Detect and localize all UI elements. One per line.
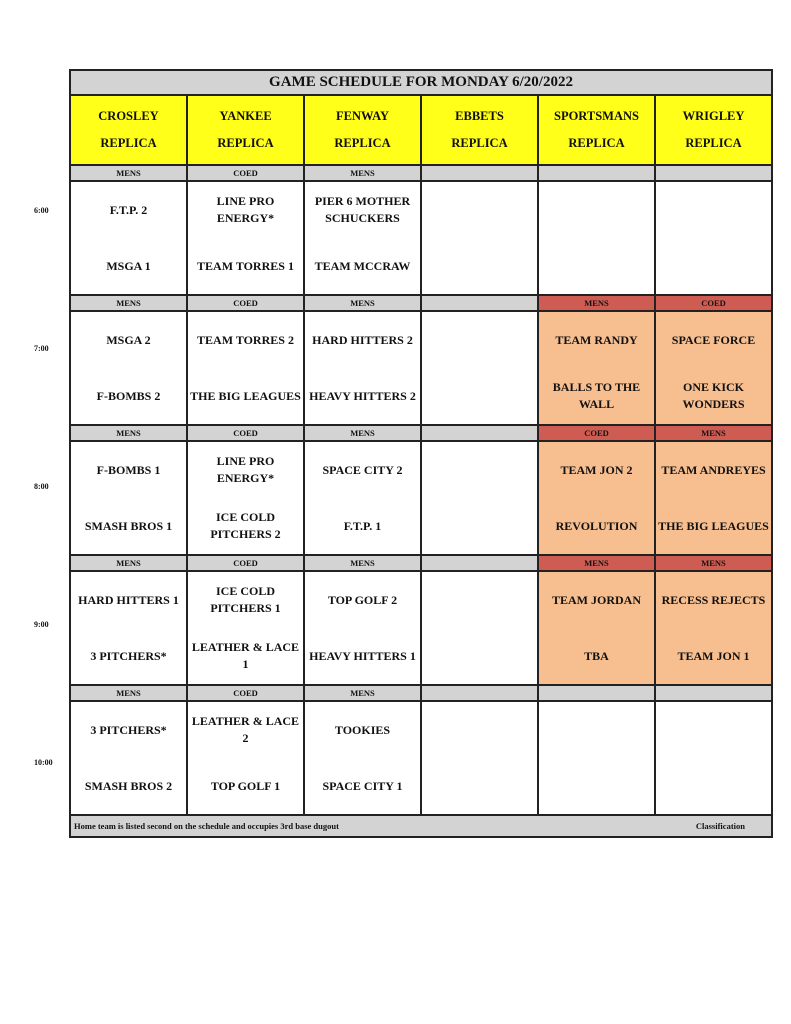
away-team-cell: 3 PITCHERS* [70, 701, 187, 758]
classification-cell: MENS [538, 555, 655, 571]
home-team-cell [421, 628, 538, 685]
home-team-cell: TEAM JON 1 [655, 628, 772, 685]
field-header: CROSLEY REPLICA [70, 95, 187, 165]
classification-cell [421, 165, 538, 181]
footer-classification-label: Classification [695, 821, 745, 831]
home-team-cell: THE BIG LEAGUES [655, 498, 772, 555]
classification-cell: COED [187, 295, 304, 311]
away-team-cell [421, 701, 538, 758]
home-team-cell [421, 758, 538, 815]
classification-cell [421, 295, 538, 311]
classification-cell: COED [187, 425, 304, 441]
home-team-cell: LEATHER & LACE 1 [187, 628, 304, 685]
classification-cell [538, 165, 655, 181]
classification-cell [538, 685, 655, 701]
field-header: EBBETS REPLICA [421, 95, 538, 165]
away-team-cell: HARD HITTERS 2 [304, 311, 421, 368]
away-team-cell [538, 701, 655, 758]
home-team-cell [538, 758, 655, 815]
classification-cell [421, 685, 538, 701]
home-team-cell: TOP GOLF 1 [187, 758, 304, 815]
away-team-cell: TOOKIES [304, 701, 421, 758]
home-team-cell [421, 498, 538, 555]
away-team-cell: F-BOMBS 1 [70, 441, 187, 498]
classification-cell: MENS [655, 555, 772, 571]
schedule-table [69, 69, 773, 838]
classification-cell: MENS [304, 165, 421, 181]
away-team-cell: ICE COLD PITCHERS 1 [187, 571, 304, 628]
classification-cell: MENS [304, 425, 421, 441]
home-team-cell: F-BOMBS 2 [70, 368, 187, 425]
classification-cell: COED [187, 165, 304, 181]
classification-cell: MENS [70, 295, 187, 311]
field-header: WRIGLEY REPLICA [655, 95, 772, 165]
home-team-cell: SMASH BROS 1 [70, 498, 187, 555]
home-team-cell: HEAVY HITTERS 1 [304, 628, 421, 685]
schedule-title: GAME SCHEDULE FOR MONDAY 6/20/2022 [70, 70, 772, 95]
classification-cell: MENS [304, 555, 421, 571]
away-team-cell: F.T.P. 2 [70, 181, 187, 238]
away-team-cell: PIER 6 MOTHER SCHUCKERS [304, 181, 421, 238]
away-team-cell: RECESS REJECTS [655, 571, 772, 628]
classification-cell: COED [538, 425, 655, 441]
away-team-cell: SPACE CITY 2 [304, 441, 421, 498]
classification-cell: MENS [70, 425, 187, 441]
classification-cell [421, 555, 538, 571]
away-team-cell [655, 701, 772, 758]
home-team-cell: 3 PITCHERS* [70, 628, 187, 685]
classification-cell: COED [187, 555, 304, 571]
classification-cell: MENS [70, 555, 187, 571]
footer-note: Home team is listed second on the schedule and occupies 3rd base dugout [74, 821, 339, 831]
time-label-10: 10:00 [34, 758, 53, 767]
home-team-cell: ONE KICK WONDERS [655, 368, 772, 425]
away-team-cell: TEAM RANDY [538, 311, 655, 368]
home-team-cell: TEAM TORRES 1 [187, 238, 304, 295]
classification-cell [421, 425, 538, 441]
classification-cell: COED [187, 685, 304, 701]
home-team-cell: THE BIG LEAGUES [187, 368, 304, 425]
classification-cell: COED [655, 295, 772, 311]
away-team-cell [421, 311, 538, 368]
classification-cell: MENS [304, 295, 421, 311]
away-team-cell: LEATHER & LACE 2 [187, 701, 304, 758]
field-header: YANKEE REPLICA [187, 95, 304, 165]
away-team-cell [538, 181, 655, 238]
away-team-cell [421, 441, 538, 498]
away-team-cell: SPACE FORCE [655, 311, 772, 368]
home-team-cell [538, 238, 655, 295]
time-label-8: 8:00 [34, 482, 49, 491]
home-team-cell: HEAVY HITTERS 2 [304, 368, 421, 425]
away-team-cell: TEAM TORRES 2 [187, 311, 304, 368]
away-team-cell: TEAM JON 2 [538, 441, 655, 498]
away-team-cell: LINE PRO ENERGY* [187, 181, 304, 238]
home-team-cell: TEAM MCCRAW [304, 238, 421, 295]
home-team-cell [421, 368, 538, 425]
classification-cell: MENS [70, 165, 187, 181]
away-team-cell: HARD HITTERS 1 [70, 571, 187, 628]
home-team-cell [655, 758, 772, 815]
field-header: SPORTSMANS REPLICA [538, 95, 655, 165]
away-team-cell [421, 571, 538, 628]
home-team-cell: BALLS TO THE WALL [538, 368, 655, 425]
home-team-cell: SMASH BROS 2 [70, 758, 187, 815]
home-team-cell: REVOLUTION [538, 498, 655, 555]
classification-cell: MENS [304, 685, 421, 701]
classification-cell: MENS [70, 685, 187, 701]
home-team-cell [655, 238, 772, 295]
time-label-9: 9:00 [34, 620, 49, 629]
home-team-cell: F.T.P. 1 [304, 498, 421, 555]
away-team-cell: MSGA 2 [70, 311, 187, 368]
time-label-6: 6:00 [34, 206, 49, 215]
classification-cell [655, 685, 772, 701]
field-header: FENWAY REPLICA [304, 95, 421, 165]
home-team-cell: SPACE CITY 1 [304, 758, 421, 815]
away-team-cell: TOP GOLF 2 [304, 571, 421, 628]
away-team-cell: TEAM JORDAN [538, 571, 655, 628]
away-team-cell [421, 181, 538, 238]
home-team-cell: ICE COLD PITCHERS 2 [187, 498, 304, 555]
footer-bar [70, 815, 772, 837]
classification-cell: MENS [538, 295, 655, 311]
home-team-cell [421, 238, 538, 295]
time-label-7: 7:00 [34, 344, 49, 353]
classification-cell [655, 165, 772, 181]
home-team-cell: MSGA 1 [70, 238, 187, 295]
away-team-cell: TEAM ANDREYES [655, 441, 772, 498]
classification-cell: MENS [655, 425, 772, 441]
away-team-cell: LINE PRO ENERGY* [187, 441, 304, 498]
home-team-cell: TBA [538, 628, 655, 685]
away-team-cell [655, 181, 772, 238]
